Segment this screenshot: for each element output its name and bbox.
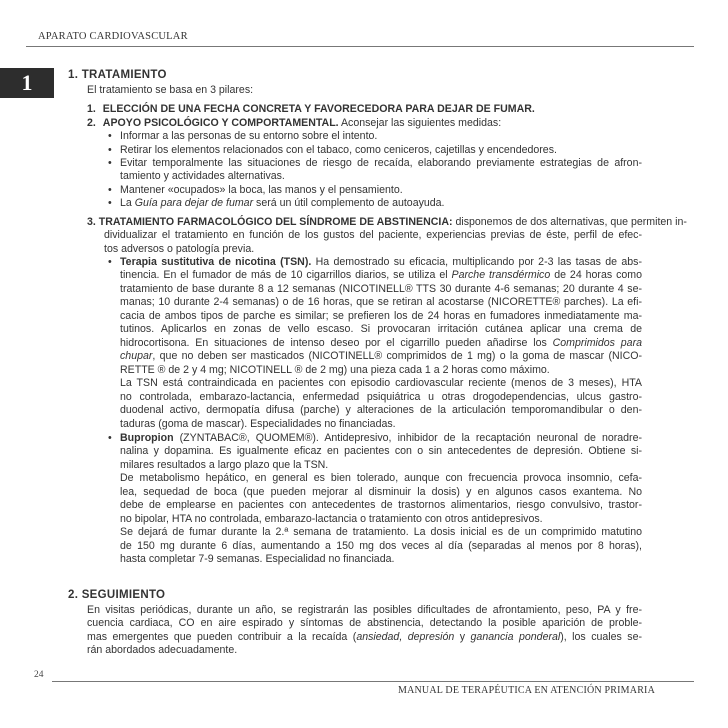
text-run: hidrocortisona. En situaciones de intenso deseo por el cigarrillo pueden añadirse los (120, 337, 553, 349)
item-3-text: dividualizar el tratamiento en función de los gustos del paciente, experiencias previas de éste, perfil de efec- (104, 229, 642, 241)
bullet-icon: • (108, 256, 112, 268)
text-run: será un útil complemento de autoayuda. (253, 197, 445, 209)
item-3-text: tos adversos o patología previa. (104, 243, 255, 255)
bupropion-line: hasta completar 7-9 semanas. Especialidad no financiada. (120, 553, 395, 565)
bullet-icon: • (108, 157, 112, 169)
tsn-line: no controlada, embarazo-lactancia, enfermedad psiquiátrica u otras drogodependencias, ulcus gastro- (120, 391, 642, 403)
text-run: (ZYNTABAC®, QUOMEM®). Antidepresivo, inhibidor de la recaptación neuronal de noradre- (179, 432, 642, 444)
tsn-line: tratamiento de base durante 8 a 12 semanas (NICOTINELL® TTS 30 durante 4-6 semanas; 20 durante 4 se- (120, 283, 642, 295)
section-number: 2. (68, 589, 79, 601)
item-3-title: TRATAMIENTO FARMACOLÓGICO DEL SÍNDROME DE ABSTINENCIA: (98, 216, 453, 228)
tsn-line: La TSN está contraindicada en pacientes con episodio cardiovascular reciente (menos de 3 meses), HTA (120, 377, 642, 389)
text-run: ), los cuales se- (560, 631, 642, 643)
item-1 (87, 103, 535, 116)
tsn-line (120, 350, 642, 363)
page-number: 24 (34, 670, 44, 680)
section-intro: El tratamiento se basa en 3 pilares: (87, 84, 254, 96)
bupropion-paragraph (120, 432, 642, 445)
tsn-line: manas; 10 durante 2-4 semanas) o de 16 horas, que se retiran al acostarse (NICORETTE® parches). La efi- (120, 296, 642, 308)
bullet-icon: • (108, 130, 112, 142)
item-3-text: disponemos de dos alternativas, que permiten in- (455, 216, 687, 228)
bupropion-line: no bipolar, HTA no controlada, embarazo-lactancia o tratamiento con otros antidepresivos. (120, 513, 543, 525)
text-run-italic: Comprimidos para (552, 337, 642, 349)
bupropion-line: debe de emplearse en pacientes con antecedentes de trastornos alimentarios, riesgo convulsivo, trastor- (120, 499, 642, 511)
item-2-title: APOYO PSICOLÓGICO Y COMPORTAMENTAL. (102, 117, 339, 129)
item-3 (87, 216, 687, 229)
text-run: mas emergentes que pueden contribuir a la recaída ( (87, 631, 357, 643)
item-number: 1. (87, 103, 96, 115)
tsn-line: cacia de ambos tipos de parche es similar; se prefieren los de 24 horas en fumadores inmediatamente ma- (120, 310, 642, 322)
tsn-line (120, 269, 642, 282)
tsn-line: duodenal activo, dermopatía difusa (parche) y alteraciones de la articulación temporomandibular o den- (120, 404, 642, 416)
section-title: TRATAMIENTO (81, 69, 167, 81)
bullet-icon: • (108, 197, 112, 209)
bupropion-line: Se dejará de fumar durante la 2.ª semana de tratamiento. La dosis inicial es de un comprimido matutino (120, 526, 642, 538)
text-run: Ha demostrado su eficacia, multiplicando por 2-3 las tasas de abs- (315, 256, 642, 268)
section-title: SEGUIMIENTO (81, 589, 166, 601)
list-item: Mantener «ocupados» la boca, las manos y el pensamiento. (120, 184, 403, 196)
text-run: La (120, 197, 135, 209)
text-run: y (454, 631, 471, 643)
tsn-line: taduras (goma de mascar). Especialidades no financiadas. (120, 418, 396, 430)
list-item: Evitar temporalmente las situaciones de riesgo de recaída, elaborando previamente estrategias de afron- (120, 157, 642, 169)
bupropion-line: De metabolismo hepático, en general es bien tolerado, aunque con frecuencia provoca insomnio, cefa- (120, 472, 642, 484)
section-number: 1. (68, 69, 79, 81)
tsn-line (120, 337, 642, 350)
list-item (120, 197, 445, 210)
seguimiento-line: rán abordados adecuadamente. (87, 644, 238, 656)
bupropion-line: de 150 mg durante 6 días, aumentando a 150 mg dos veces al día (separadas al menos por 8 horas), (120, 540, 642, 552)
seguimiento-line (87, 631, 642, 644)
bullet-icon: • (108, 184, 112, 196)
bullet-icon: • (108, 432, 112, 444)
bupropion-line: milares resultados a largo plazo que la TSN. (120, 459, 329, 471)
text-run-italic: ansiedad, depresión (356, 631, 455, 643)
text-run: de 24 horas como (550, 269, 642, 281)
bupropion-title: Bupropion (120, 432, 174, 444)
chapter-badge: 1 (0, 68, 54, 98)
list-item: Informar a las personas de su entorno sobre el intento. (120, 130, 378, 142)
item-2-text: Aconsejar las siguientes medidas: (340, 117, 502, 129)
tsn-paragraph (120, 256, 642, 269)
text-run-italic: Parche transdérmico (451, 269, 551, 281)
text-run: , que no deben ser masticados (NICOTINELL® comprimidos de 1 mg) o la goma de mascar (NICO- (152, 350, 642, 362)
footer-rule (52, 681, 694, 682)
bupropion-line: nalina y dopamina. Es igualmente eficaz en pacientes con o sin antecedentes de depresión. Obtiene si- (120, 445, 642, 457)
section-heading-seguimiento (68, 589, 165, 602)
bupropion-line: lea, sequedad de boca (que pueden mejorar al disminuir la dosis) y en algunos casos exantema. No (120, 486, 642, 498)
item-1-title: ELECCIÓN DE UNA FECHA CONCRETA Y FAVORECEDORA PARA DEJAR DE FUMAR. (102, 103, 535, 115)
text-run-italic: ganancia ponderal (470, 631, 561, 643)
bullet-icon: • (108, 144, 112, 156)
list-item: Retirar los elementos relacionados con el tabaco, como ceniceros, cajetillas y encendedores. (120, 144, 557, 156)
running-header: APARATO CARDIOVASCULAR (38, 31, 188, 42)
footer-book-title: MANUAL DE TERAPÉUTICA EN ATENCIÓN PRIMARIA (398, 685, 656, 696)
item-number: 2. (87, 117, 96, 129)
item-2 (87, 117, 501, 130)
item-number: 3. (87, 216, 96, 228)
list-item-continuation: tamiento y actividades alternativas. (120, 170, 285, 182)
text-run: tinencia. En el fumador de más de 10 cigarrillos diarios, se utiliza el (120, 269, 452, 281)
section-heading-tratamiento (68, 69, 167, 82)
seguimiento-line: cuencia cardiaca, CO en aire espirado y síntomas de abstinencia, detectando la posible aparición de proble- (87, 617, 642, 629)
tsn-line: RETTE ® de 2 y 4 mg; NICOTINELL ® de 2 mg) una pieza cada 1 a 2 horas como máximo. (120, 364, 550, 376)
text-run-italic: Guía para dejar de fumar (134, 197, 254, 209)
text-run-italic: chupar (120, 350, 153, 362)
seguimiento-line: En visitas periódicas, durante un año, se registrarán las posibles dificultades de afrontamiento, peso, PA y fre- (87, 604, 642, 616)
tsn-title: Terapia sustitutiva de nicotina (TSN). (120, 256, 312, 268)
tsn-line: tutinos. Aplicarlos en zonas de vello escaso. Si provocaran irritación cutánea aplicar una crema de (120, 323, 642, 335)
